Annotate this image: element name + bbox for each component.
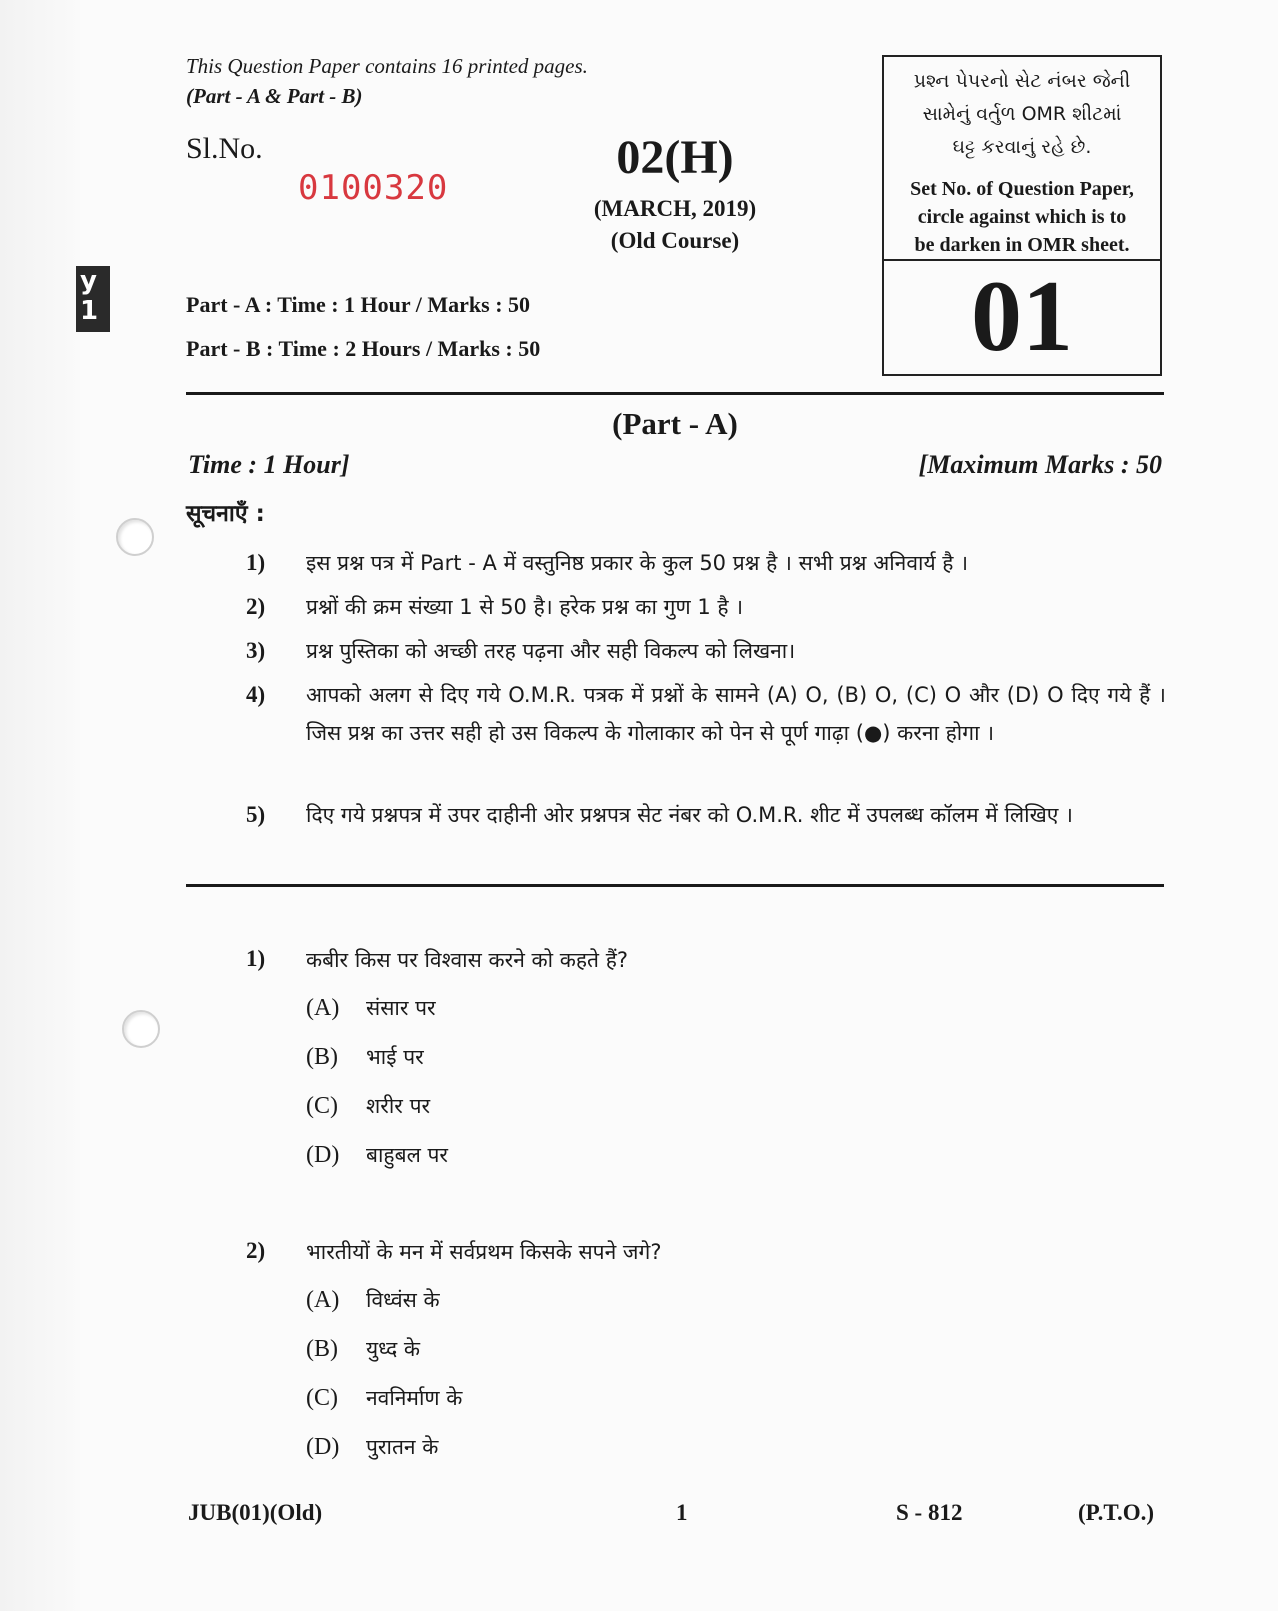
option-label: (C) [306, 1385, 338, 1411]
option-text: युध्द के [366, 1337, 421, 1361]
part-a-title: (Part - A) [612, 406, 738, 441]
gujarati-line-1: પ્રશ્ન પેપરનો સેટ નંબર જેની [913, 70, 1131, 92]
option-item [306, 1433, 438, 1461]
footer-page-number: 1 [676, 1500, 688, 1525]
header-rule [186, 392, 1164, 395]
part-a-timing: Part - A : Time : 1 Hour / Marks : 50 [186, 292, 531, 317]
footer-code: S - 812 [896, 1500, 963, 1525]
option-item [306, 994, 436, 1022]
option-label: (C) [306, 1093, 338, 1119]
option-item [306, 1141, 448, 1169]
paper-code: 02(H) [616, 131, 734, 184]
set-box-gujarati-note [884, 65, 1160, 164]
set-box-english-note [884, 175, 1160, 259]
question-number: 1) [246, 946, 266, 971]
option-item [306, 1335, 420, 1363]
punch-hole-top [116, 518, 154, 556]
course-type: (Old Course) [610, 228, 740, 253]
instruction-item [246, 544, 1166, 582]
question-number: 2) [246, 1238, 266, 1263]
instruction-number: 2) [246, 594, 266, 619]
instruction-number: 3) [246, 638, 266, 663]
option-text: बाहुबल पर [366, 1143, 449, 1167]
set-number: 01 [971, 260, 1073, 373]
question-text: कबीर किस पर विश्वास करने को कहते हैं? [306, 948, 628, 972]
instruction-item [246, 632, 1166, 670]
set-number-box [882, 55, 1162, 376]
instruction-text: आपको अलग से दिए गये O.M.R. पत्रक में प्रश्नों के सामने (A) O, (B) O, (C) O और (D) O दिए गये हैं । जिस प्रश्न का उत्तर सही हो उस विकल्प के गोलाकार को पेन से पूर्ण गाढ़ा (●) करना होगा । [306, 683, 1166, 745]
instruction-item [246, 796, 1166, 834]
instruction-text: प्रश्नों की क्रम संख्या 1 से 50 है। हरेक प्रश्न का गुण 1 है । [306, 595, 744, 619]
option-label: (D) [306, 1434, 340, 1460]
pages-note: This Question Paper contains 16 printed pages. [186, 54, 588, 78]
instructions-rule [186, 884, 1164, 887]
option-label: (B) [306, 1336, 338, 1362]
option-label: (A) [306, 1287, 340, 1313]
punch-hole-bottom [122, 1010, 160, 1048]
option-text: नवनिर्माण के [366, 1386, 463, 1410]
english-line-2: circle against which is to [917, 206, 1127, 228]
instruction-number: 4) [246, 682, 266, 707]
parts-note: (Part - A & Part - B) [186, 84, 363, 108]
part-a-time: Time : 1 Hour] [188, 450, 350, 479]
serial-number-label: Sl.No. [186, 132, 263, 165]
gujarati-line-3: ઘટ્ટ કરવાનું રહે છે. [952, 136, 1092, 158]
instructions-heading: सूचनाएँ : [186, 501, 265, 527]
footer-pto: (P.T.O.) [1078, 1500, 1155, 1525]
option-text: पुरातन के [366, 1435, 439, 1459]
instruction-number: 5) [246, 802, 266, 827]
option-item [306, 1092, 430, 1120]
option-text: भाई पर [366, 1045, 424, 1069]
instruction-item [246, 588, 1166, 626]
gujarati-line-2: સામેનું વર્તુળ OMR શીટમાં [922, 103, 1122, 125]
option-text: शरीर पर [366, 1094, 431, 1118]
part-b-timing: Part - B : Time : 2 Hours / Marks : 50 [186, 336, 541, 361]
english-line-1: Set No. of Question Paper, [910, 178, 1134, 200]
option-label: (B) [306, 1044, 338, 1070]
scan-margin [0, 0, 80, 1611]
option-text: संसार पर [366, 996, 436, 1020]
option-label: (A) [306, 995, 340, 1021]
serial-number-value: 0100320 [298, 168, 449, 208]
option-text: विध्वंस के [366, 1288, 440, 1312]
footer-paper-id: JUB(01)(Old) [188, 1500, 323, 1525]
option-item [306, 1043, 424, 1071]
side-tab-marker: y 1 [76, 266, 110, 332]
instruction-item [246, 676, 1166, 752]
instruction-text: प्रश्न पुस्तिका को अच्छी तरह पढ़ना और सही विकल्प को लिखना। [306, 639, 796, 663]
instruction-text: दिए गये प्रश्नपत्र में उपर दाहीनी ओर प्रश्नपत्र सेट नंबर को O.M.R. शीट में उपलब्ध कॉलम में लिखिए । [306, 803, 1073, 827]
option-item [306, 1384, 462, 1412]
exam-session: (MARCH, 2019) [593, 196, 757, 221]
instruction-text: इस प्रश्न पत्र में Part - A में वस्तुनिष्ठ प्रकार के कुल 50 प्रश्न है । सभी प्रश्न अनिवार्य है । [306, 551, 969, 575]
question-text: भारतीयों के मन में सर्वप्रथम किसके सपने जगे? [306, 1240, 662, 1264]
english-line-3: be darken in OMR sheet. [914, 234, 1130, 256]
instruction-number: 1) [246, 550, 266, 575]
option-item [306, 1286, 440, 1314]
option-label: (D) [306, 1142, 340, 1168]
part-a-max-marks: [Maximum Marks : 50 [918, 450, 1162, 479]
